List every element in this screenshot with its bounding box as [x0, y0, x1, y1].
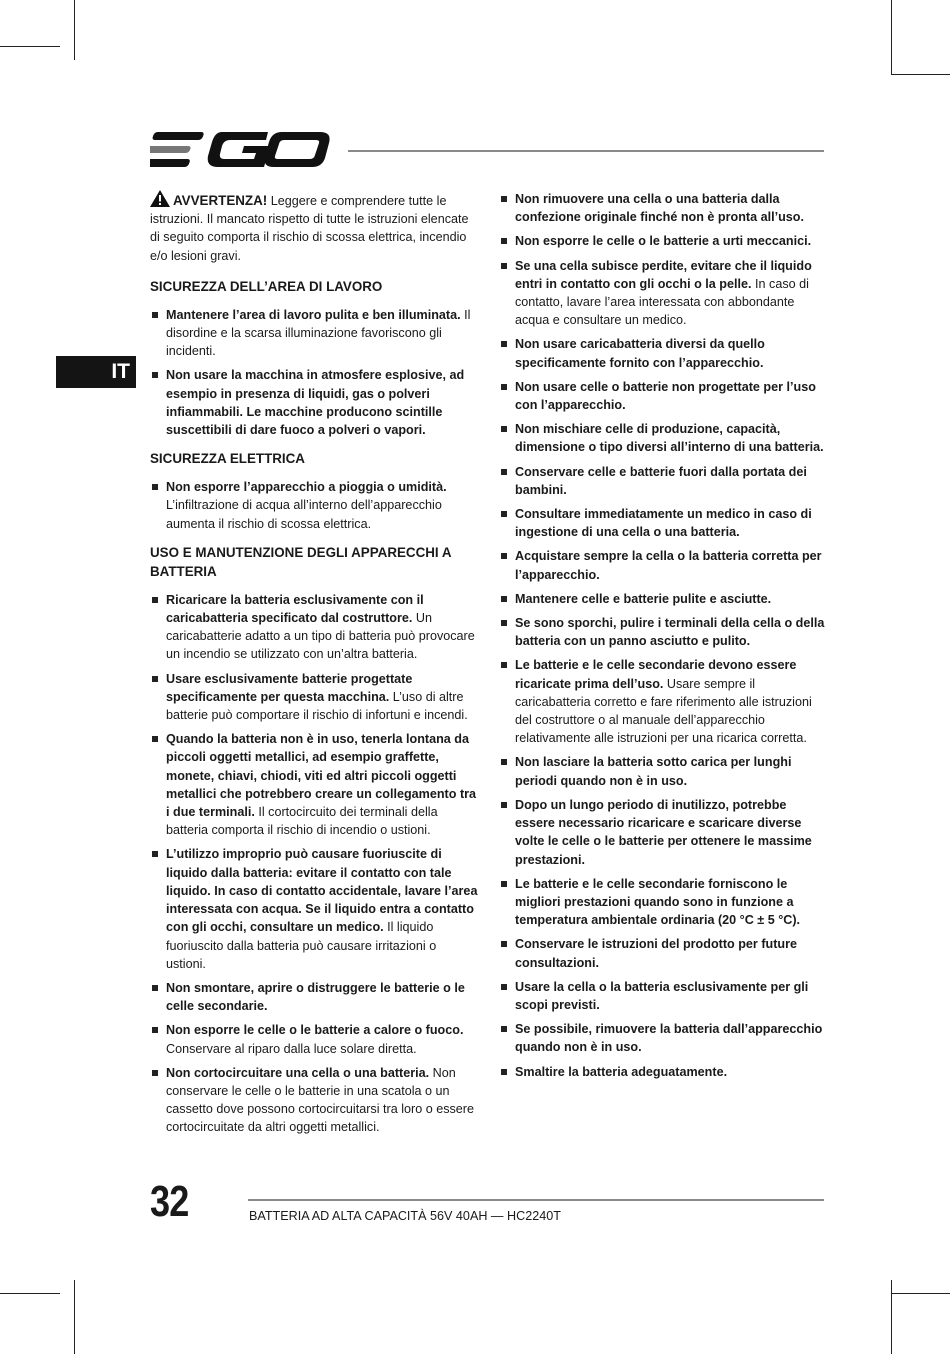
page-number: 32: [150, 1177, 189, 1226]
header-rule: [348, 150, 824, 152]
list-item: Se sono sporchi, pulire i terminali della cella o della batteria con un panno asciutto e pulito.: [499, 614, 827, 650]
crop-mark: [891, 0, 892, 74]
list-item: Conservare celle e batterie fuori dalla portata dei bambini.: [499, 463, 827, 499]
list-item: Se possibile, rimuovere la batteria dall’apparecchio quando non è in uso.: [499, 1020, 827, 1056]
list-item: L’utilizzo improprio può causare fuoriuscite di liquido dalla batteria: evitare il contatto con tale liquido. In caso di contatto accidentale, lavare l’area interessata con acqua. Se il liquido entra a contatto con gli occhi, consultare un medico. Il liquido fuoriuscito dalla batteria può causare irritazioni o ustioni.: [150, 845, 478, 972]
list-item: Non lasciare la batteria sotto carica per lunghi periodi quando non è in uso.: [499, 753, 827, 789]
list-item: Usare esclusivamente batterie progettate specificamente per questa macchina. L’uso di altre batterie può comportare il rischio di infortuni e incendi.: [150, 670, 478, 725]
crop-mark: [891, 1280, 892, 1354]
crop-mark: [891, 74, 950, 75]
left-column: [150, 190, 478, 1147]
list-item: Conservare le istruzioni del prodotto per future consultazioni.: [499, 935, 827, 971]
crop-mark: [74, 0, 75, 60]
list-item: Non esporre le celle o le batterie a urti meccanici.: [499, 232, 827, 250]
list-item: Consultare immediatamente un medico in caso di ingestione di una cella o una batteria.: [499, 505, 827, 541]
list-item: Smaltire la batteria adeguatamente.: [499, 1063, 827, 1081]
list-item: Mantenere celle e batterie pulite e asciutte.: [499, 590, 827, 608]
crop-mark: [891, 1293, 950, 1294]
electrical-list: [150, 478, 478, 533]
crop-mark: [0, 1293, 60, 1294]
list-item: Quando la batteria non è in uso, tenerla lontana da piccoli oggetti metallici, ad esempio graffette, monete, chiavi, chiodi, viti ed altri piccoli oggetti metallici che potrebbero creare un collegamento tra i due terminali. Il cortocircuito dei terminali della batteria comporta il rischio di incendio o ustioni.: [150, 730, 478, 839]
list-item: Non usare celle o batterie non progettate per l’uso con l’apparecchio.: [499, 378, 827, 414]
list-item: Acquistare sempre la cella o la batteria corretta per l’apparecchio.: [499, 547, 827, 583]
section-title-electrical: SICUREZZA ELETTRICA: [150, 451, 305, 467]
list-item: Usare la cella o la batteria esclusivamente per gli scopi previsti.: [499, 978, 827, 1014]
language-tab: IT: [56, 356, 136, 388]
footer-title: BATTERIA AD ALTA CAPACITÀ 56V 40AH — HC2240T: [249, 1209, 561, 1223]
list-item: Mantenere l’area di lavoro pulita e ben illuminata. Il disordine e la scarsa illuminazione favoriscono gli incidenti.: [150, 306, 478, 361]
list-item: Se una cella subisce perdite, evitare che il liquido entri in contatto con gli occhi o la pelle. In caso di contatto, lavare l’area interessata con abbondante acqua e consultare un medico.: [499, 257, 827, 330]
list-item: Non usare caricabatteria diversi da quello specificamente fornito con l’apparecchio.: [499, 335, 827, 371]
work-area-list: [150, 306, 478, 439]
warning-label: AVVERTENZA!: [173, 193, 268, 208]
list-item: Le batterie e le celle secondarie devono essere ricaricate prima dell’uso. Usare sempre il caricabatteria corretto e fare riferimento alle istruzioni del costruttore o al manuale dell’apparecchio relativamente alle istruzioni per una ricarica corretta.: [499, 656, 827, 747]
list-item: Ricaricare la batteria esclusivamente con il caricabatteria specificato dal costruttore. Un caricabatterie adatto a un tipo di batteria può provocare un incendio se utilizzato con un’altra batteria.: [150, 591, 478, 664]
footer-rule: [248, 1199, 824, 1201]
section-title-battery-use: USO E MANUTENZIONE DEGLI APPARECCHI A BATTERIA: [150, 544, 452, 579]
battery-use-list-continued: [499, 190, 827, 1081]
list-item: Le batterie e le celle secondarie forniscono le migliori prestazioni quando sono in funzione a temperatura ambientale ordinaria (20 °C ± 5 °C).: [499, 875, 827, 930]
right-column: [499, 190, 827, 1091]
list-item: Non cortocircuitare una cella o una batteria. Non conservare le celle o le batterie in una scatola o un cassetto dove possono cortocircuitarsi tra loro o essere cortocircuitate da altri oggetti metallici.: [150, 1064, 478, 1137]
crop-mark: [0, 46, 60, 47]
list-item: Non esporre le celle o le batterie a calore o fuoco. Conservare al riparo dalla luce solare diretta.: [150, 1021, 478, 1057]
warning-text: Leggere e comprendere tutte le istruzioni. Il mancato rispetto di tutte le istruzioni elencate di seguito comporta il rischio di scossa elettrica, incendio e/o lesioni gravi.: [150, 194, 469, 263]
list-item: Non rimuovere una cella o una batteria dalla confezione originale finché non è pronta all’uso.: [499, 190, 827, 226]
battery-use-list: [150, 591, 478, 1137]
warning-paragraph: [150, 190, 478, 265]
ego-logo: [150, 128, 332, 172]
list-item: Dopo un lungo periodo di inutilizzo, potrebbe essere necessario ricaricare e scaricare diverse volte le celle o le batterie per ottenere le massime prestazioni.: [499, 796, 827, 869]
crop-mark: [74, 1280, 75, 1354]
warning-triangle-icon: [150, 190, 170, 207]
list-item: Non mischiare celle di produzione, capacità, dimensione o tipo diversi all’interno di una batteria.: [499, 420, 827, 456]
list-item: Non esporre l’apparecchio a pioggia o umidità. L’infiltrazione di acqua all’interno dell’apparecchio aumenta il rischio di scossa elettrica.: [150, 478, 478, 533]
list-item: Non usare la macchina in atmosfere esplosive, ad esempio in presenza di liquidi, gas o polveri infiammabili. Le macchine producono scintille suscettibili di dare fuoco a polveri o vapori.: [150, 366, 478, 439]
list-item: Non smontare, aprire o distruggere le batterie o le celle secondarie.: [150, 979, 478, 1015]
section-title-work-area: SICUREZZA DELL’AREA DI LAVORO: [150, 278, 383, 294]
